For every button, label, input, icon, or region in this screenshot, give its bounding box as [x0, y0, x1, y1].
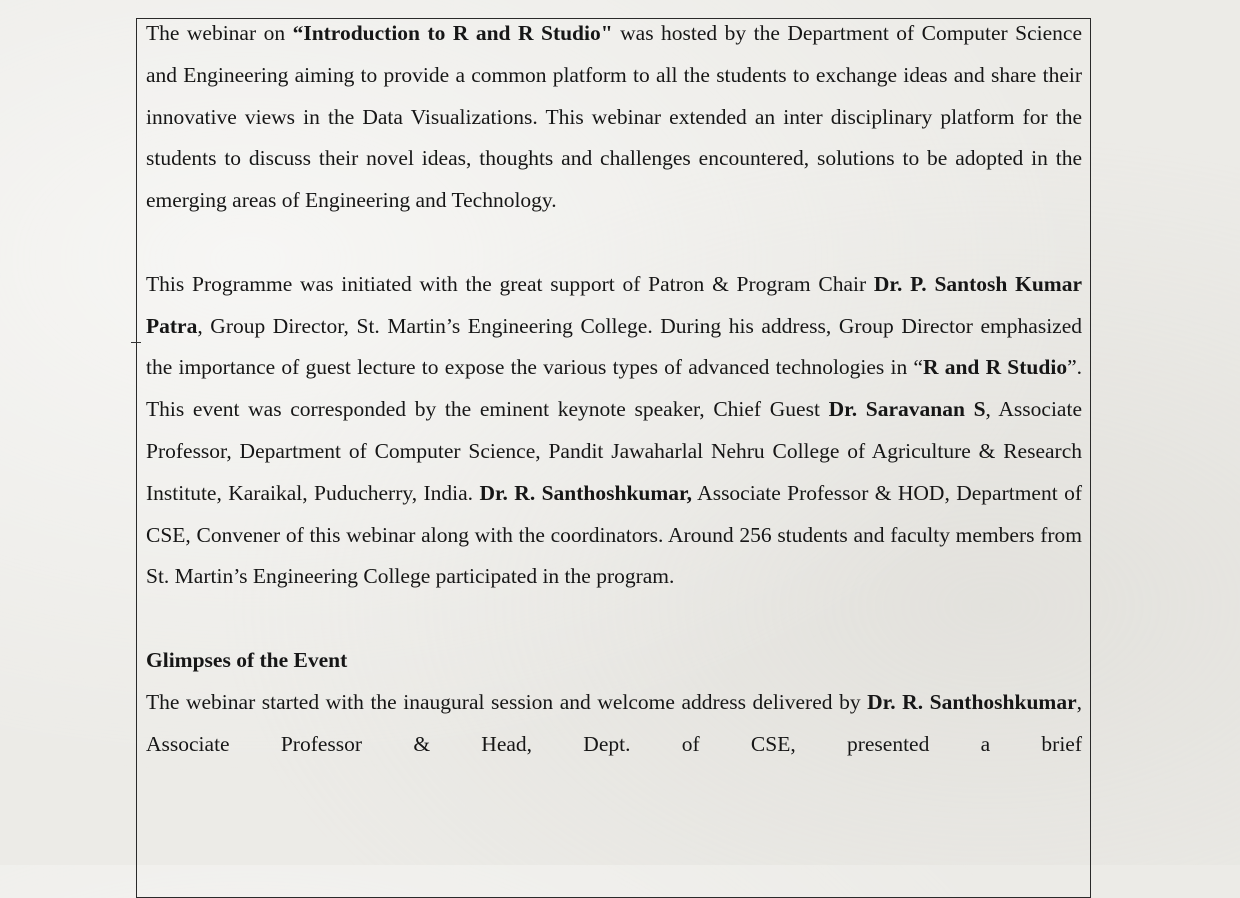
paragraph-gap	[146, 222, 1082, 264]
programme-text-4: , Associate Professor, Department of Computer Science, Pandit Jawaharlal Nehru College of Agriculture & Research Institute, Karaikal, Puducherry, India.	[146, 397, 1082, 505]
convener-name: Dr. R. Santhoshkumar,	[479, 480, 692, 505]
glimpses-paragraph	[146, 682, 1082, 766]
intro-text-1: The webinar on	[146, 21, 293, 45]
programme-text-1: This Programme was initiated with the great support of Patron & Program Chair	[146, 271, 874, 296]
programme-text-2: , Group Director, St. Martin’s Engineering College. During his address, Group Director emphasized the importance of guest lecture to expose the various types of advanced technologies in “	[146, 313, 1082, 380]
glimpses-heading: Glimpses of the Event	[146, 647, 348, 672]
programme-text-3: ”. This event was corresponded by the eminent keynote speaker, Chief Guest	[146, 355, 1082, 422]
glimpses-text-2: , Associate Professor & Head, Dept. of CSE, presented a brief	[146, 689, 1082, 756]
patron-name: Dr. P. Santosh Kumar Patra	[146, 271, 1082, 338]
webinar-title: “Introduction to R and R Studio"	[292, 21, 613, 45]
chief-guest-name: Dr. Saravanan S	[828, 397, 986, 422]
glimpses-text-1: The webinar started with the inaugural session and welcome address delivered by	[146, 689, 868, 714]
intro-paragraph	[146, 13, 1082, 222]
document-frame	[136, 18, 1091, 898]
hod-name: Dr. R. Santhoshkumar	[867, 689, 1077, 714]
programme-text-5: Associate Professor & HOD, Department of CSE, Convener of this webinar along with the coordinators. Around 256 students and faculty members from St. Martin’s Engineering College participated in the program.	[146, 480, 1082, 589]
intro-text-2: was hosted by the Department of Computer Science and Engineering aiming to provide a common platform to all the students to exchange ideas and share their innovative views in the Data Visualizations. This webinar extended an inter disciplinary platform for the students to discuss their novel ideas, thoughts and challenges encountered, solutions to be adopted in the emerging areas of Engineering and Technology.	[146, 21, 1082, 213]
margin-tick-mark	[131, 342, 141, 344]
programme-paragraph	[146, 264, 1082, 598]
topic-name: R and R Studio	[922, 355, 1068, 380]
paragraph-gap	[146, 598, 1082, 640]
